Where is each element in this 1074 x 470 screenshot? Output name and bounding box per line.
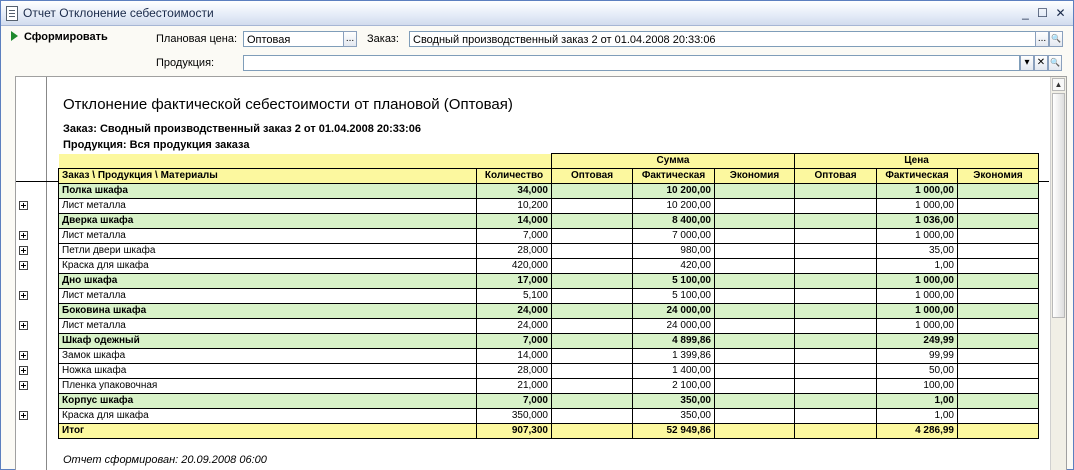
row-sum-actual: 24 000,00 [633, 319, 715, 334]
col-sum-actual-header: Фактическая [633, 169, 715, 184]
product-row [59, 334, 1039, 349]
row-sum-savings [715, 289, 795, 304]
row-name: Боковина шкафа [59, 304, 477, 319]
total-price-wholesale [795, 424, 877, 439]
document-icon [6, 6, 18, 21]
expand-icon[interactable] [19, 411, 28, 420]
row-qty: 24,000 [477, 304, 552, 319]
row-name: Петли двери шкафа [59, 244, 477, 259]
row-price-actual: 249,99 [877, 334, 958, 349]
row-price-actual: 50,00 [877, 364, 958, 379]
total-sum-wholesale [552, 424, 633, 439]
expand-icon[interactable] [19, 231, 28, 240]
search-icon: 🔍 [1051, 34, 1061, 43]
report-area [15, 76, 1067, 470]
row-price-wholesale [795, 334, 877, 349]
row-sum-savings [715, 379, 795, 394]
report-table [58, 153, 1039, 439]
row-sum-actual: 350,00 [633, 394, 715, 409]
row-sum-actual: 1 399,86 [633, 349, 715, 364]
row-price-savings [958, 244, 1039, 259]
row-name: Корпус шкафа [59, 394, 477, 409]
row-price-actual: 1,00 [877, 259, 958, 274]
row-price-wholesale [795, 259, 877, 274]
row-sum-wholesale [552, 334, 633, 349]
row-price-wholesale [795, 199, 877, 214]
material-row [59, 349, 1039, 364]
scroll-thumb[interactable] [1052, 93, 1065, 318]
row-name: Ножка шкафа [59, 364, 477, 379]
row-price-savings [958, 319, 1039, 334]
expand-icon[interactable] [19, 291, 28, 300]
header-price: Цена [795, 154, 1039, 169]
toolbar [1, 26, 1073, 76]
row-sum-actual: 4 899,86 [633, 334, 715, 349]
product-row [59, 214, 1039, 229]
row-name: Лист металла [59, 199, 477, 214]
price-select-button[interactable]: ... [343, 31, 357, 47]
col-price-savings-header: Экономия [958, 169, 1039, 184]
row-sum-wholesale [552, 379, 633, 394]
total-row [59, 424, 1039, 439]
header-spacer [59, 154, 552, 169]
row-price-actual: 1,00 [877, 394, 958, 409]
row-qty: 5,100 [477, 289, 552, 304]
row-sum-actual: 8 400,00 [633, 214, 715, 229]
material-row [59, 229, 1039, 244]
row-price-wholesale [795, 349, 877, 364]
row-qty: 10,200 [477, 199, 552, 214]
order-select-button[interactable]: ... [1035, 31, 1049, 47]
row-sum-savings [715, 364, 795, 379]
row-sum-wholesale [552, 274, 633, 289]
header-sum: Сумма [552, 154, 795, 169]
row-price-savings [958, 349, 1039, 364]
row-price-wholesale [795, 394, 877, 409]
row-sum-wholesale [552, 289, 633, 304]
product-search-button[interactable] [1048, 55, 1062, 71]
product-label: Продукция: [156, 57, 215, 69]
row-sum-savings [715, 334, 795, 349]
row-sum-actual: 980,00 [633, 244, 715, 259]
row-price-actual: 100,00 [877, 379, 958, 394]
row-sum-wholesale [552, 394, 633, 409]
col-price-actual-header: Фактическая [877, 169, 958, 184]
row-qty: 14,000 [477, 214, 552, 229]
total-price-actual: 4 286,99 [877, 424, 958, 439]
row-qty: 34,000 [477, 184, 552, 199]
row-name: Полка шкафа [59, 184, 477, 199]
row-sum-savings [715, 409, 795, 424]
row-sum-actual: 24 000,00 [633, 304, 715, 319]
expand-icon[interactable] [19, 246, 28, 255]
col-qty-header: Количество [477, 169, 552, 184]
row-name: Лист металла [59, 229, 477, 244]
row-sum-wholesale [552, 199, 633, 214]
row-sum-savings [715, 199, 795, 214]
row-price-wholesale [795, 364, 877, 379]
generate-button[interactable] [11, 31, 108, 47]
row-price-savings [958, 394, 1039, 409]
row-sum-savings [715, 184, 795, 199]
play-icon [11, 31, 18, 41]
vertical-scrollbar[interactable] [1050, 77, 1066, 470]
product-row [59, 184, 1039, 199]
col-price-wholesale-header: Оптовая [795, 169, 877, 184]
total-name: Итог [59, 424, 477, 439]
material-row [59, 364, 1039, 379]
material-row [59, 259, 1039, 274]
row-sum-actual: 2 100,00 [633, 379, 715, 394]
row-price-savings [958, 409, 1039, 424]
row-price-actual: 1 036,00 [877, 214, 958, 229]
expand-icon[interactable] [19, 366, 28, 375]
row-name: Лист металла [59, 319, 477, 334]
row-qty: 14,000 [477, 349, 552, 364]
total-sum-actual: 52 949,86 [633, 424, 715, 439]
row-sum-savings [715, 244, 795, 259]
row-price-actual: 1 000,00 [877, 304, 958, 319]
row-qty: 7,000 [477, 229, 552, 244]
row-qty: 420,000 [477, 259, 552, 274]
row-qty: 28,000 [477, 364, 552, 379]
col-name-header: Заказ \ Продукция \ Материалы [59, 169, 477, 184]
row-sum-wholesale [552, 244, 633, 259]
row-price-wholesale [795, 184, 877, 199]
row-name: Шкаф одежный [59, 334, 477, 349]
col-sum-savings-header: Экономия [715, 169, 795, 184]
row-price-actual: 1,00 [877, 409, 958, 424]
row-sum-wholesale [552, 319, 633, 334]
row-sum-savings [715, 304, 795, 319]
column-header-row [59, 169, 1039, 184]
report-product-line: Продукция: Вся продукция заказа [63, 139, 250, 151]
row-sum-wholesale [552, 229, 633, 244]
close-button[interactable]: ✕ [1055, 6, 1066, 20]
order-label: Заказ: [367, 33, 399, 45]
grouping-gutter-line [46, 77, 47, 470]
search-icon: 🔍 [1050, 58, 1060, 67]
order-field[interactable]: Сводный производственный заказ 2 от 01.04.2008 20:33:06 [409, 31, 1036, 47]
row-name: Краска для шкафа [59, 259, 477, 274]
row-sum-wholesale [552, 304, 633, 319]
row-sum-actual: 5 100,00 [633, 289, 715, 304]
report-order-line: Заказ: Сводный производственный заказ 2 от 01.04.2008 20:33:06 [63, 123, 421, 135]
product-clear-button[interactable] [1034, 55, 1048, 71]
material-row [59, 244, 1039, 259]
row-sum-wholesale [552, 349, 633, 364]
row-price-wholesale [795, 274, 877, 289]
row-sum-actual: 7 000,00 [633, 229, 715, 244]
product-row [59, 394, 1039, 409]
row-price-wholesale [795, 304, 877, 319]
row-price-savings [958, 259, 1039, 274]
total-sum-savings [715, 424, 795, 439]
row-price-savings [958, 289, 1039, 304]
row-price-actual: 1 000,00 [877, 289, 958, 304]
row-sum-actual: 10 200,00 [633, 199, 715, 214]
row-price-wholesale [795, 319, 877, 334]
row-sum-wholesale [552, 364, 633, 379]
row-price-actual: 35,00 [877, 244, 958, 259]
scroll-up-icon[interactable]: ▲ [1052, 78, 1065, 91]
row-price-wholesale [795, 214, 877, 229]
col-sum-wholesale-header: Оптовая [552, 169, 633, 184]
row-qty: 7,000 [477, 334, 552, 349]
row-price-actual: 1 000,00 [877, 199, 958, 214]
total-qty: 907,300 [477, 424, 552, 439]
order-search-button[interactable] [1049, 31, 1063, 47]
row-price-wholesale [795, 244, 877, 259]
row-price-wholesale [795, 229, 877, 244]
row-price-savings [958, 334, 1039, 349]
row-price-actual: 1 000,00 [877, 319, 958, 334]
row-sum-wholesale [552, 214, 633, 229]
product-dropdown-button[interactable] [1020, 55, 1034, 71]
material-row [59, 199, 1039, 214]
row-qty: 28,000 [477, 244, 552, 259]
row-price-savings [958, 184, 1039, 199]
expand-icon[interactable] [19, 261, 28, 270]
row-price-wholesale [795, 289, 877, 304]
minimize-button[interactable]: _ [1022, 6, 1029, 20]
row-price-savings [958, 229, 1039, 244]
row-sum-actual: 5 100,00 [633, 274, 715, 289]
row-name: Краска для шкафа [59, 409, 477, 424]
row-sum-actual: 350,00 [633, 409, 715, 424]
row-price-savings [958, 304, 1039, 319]
row-sum-savings [715, 214, 795, 229]
row-qty: 24,000 [477, 319, 552, 334]
row-price-savings [958, 379, 1039, 394]
material-row [59, 379, 1039, 394]
row-qty: 17,000 [477, 274, 552, 289]
expand-icon[interactable] [19, 381, 28, 390]
price-label: Плановая цена: [156, 33, 238, 45]
row-name: Лист металла [59, 289, 477, 304]
material-row [59, 319, 1039, 334]
row-sum-savings [715, 274, 795, 289]
row-sum-savings [715, 349, 795, 364]
row-name: Дно шкафа [59, 274, 477, 289]
row-sum-wholesale [552, 409, 633, 424]
row-sum-actual: 10 200,00 [633, 184, 715, 199]
row-name: Замок шкафа [59, 349, 477, 364]
total-price-savings [958, 424, 1039, 439]
expand-icon[interactable] [19, 201, 28, 210]
row-price-actual: 1 000,00 [877, 184, 958, 199]
row-price-wholesale [795, 379, 877, 394]
generate-label: Сформировать [24, 31, 108, 43]
row-price-savings [958, 364, 1039, 379]
row-price-savings [958, 199, 1039, 214]
row-name: Дверка шкафа [59, 214, 477, 229]
product-row [59, 304, 1039, 319]
material-row [59, 289, 1039, 304]
row-price-actual: 1 000,00 [877, 229, 958, 244]
window-title: Отчет Отклонение себестоимости [23, 6, 214, 20]
product-row [59, 274, 1039, 289]
row-sum-savings [715, 394, 795, 409]
title-bar [1, 1, 1073, 26]
maximize-button[interactable]: ☐ [1037, 6, 1048, 20]
row-sum-wholesale [552, 259, 633, 274]
price-field[interactable]: Оптовая [243, 31, 344, 47]
chevron-down-icon: ▾ [1024, 57, 1030, 68]
clear-icon: ✕ [1036, 57, 1046, 68]
row-qty: 21,000 [477, 379, 552, 394]
row-sum-actual: 420,00 [633, 259, 715, 274]
expand-icon[interactable] [19, 321, 28, 330]
row-price-savings [958, 214, 1039, 229]
product-field[interactable] [243, 55, 1020, 71]
row-qty: 7,000 [477, 394, 552, 409]
row-price-actual: 99,99 [877, 349, 958, 364]
row-sum-wholesale [552, 184, 633, 199]
row-sum-savings [715, 319, 795, 334]
row-price-wholesale [795, 409, 877, 424]
material-row [59, 409, 1039, 424]
row-name: Пленка упаковочная [59, 379, 477, 394]
row-price-actual: 1 000,00 [877, 274, 958, 289]
report-footer: Отчет сформирован: 20.09.2008 06:00 [63, 454, 267, 466]
row-price-savings [958, 274, 1039, 289]
expand-icon[interactable] [19, 351, 28, 360]
row-sum-actual: 1 400,00 [633, 364, 715, 379]
row-qty: 350,000 [477, 409, 552, 424]
row-sum-savings [715, 259, 795, 274]
report-title: Отклонение фактической себестоимости от плановой (Оптовая) [63, 96, 513, 113]
row-sum-savings [715, 229, 795, 244]
